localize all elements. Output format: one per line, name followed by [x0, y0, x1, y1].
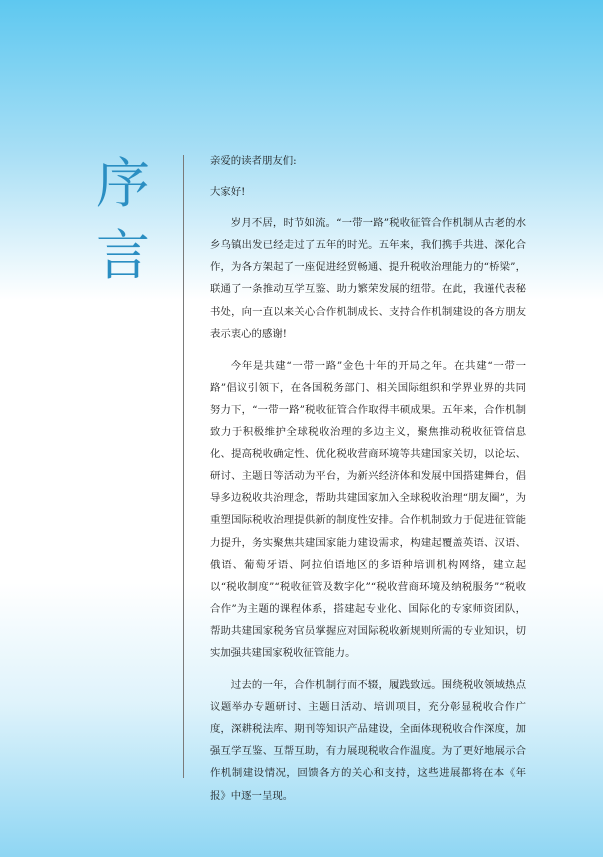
title-char-xu: 序 [96, 152, 150, 215]
letter-body [210, 150, 526, 817]
salutation: 亲爱的读者朋友们: [210, 155, 297, 167]
paragraph-1: 岁月不居，时节如流。“一带一路”税收征管合作机制从古老的水乡乌镇出发已经走过了五年的时光。五年来，我们携手共进、深化合作，为各方架起了一座促进经贸畅通、提升税收治理能力的“桥梁”，联通了一条推动互学互鉴、助力繁荣发展的纽带。在此，我谨代表秘书处，向一直以来关心合作机制成长、支持合作机制建设的各方朋友表示衷心的感谢! [210, 217, 526, 340]
greeting: 大家好! [210, 186, 246, 199]
page-title [88, 148, 158, 292]
title-char-yan: 言 [96, 224, 150, 287]
vertical-divider [183, 155, 184, 778]
paragraph-2: 今年是共建“一带一路”金色十年的开局之年。在共建“一带一路”倡议引领下，在各国税务部门、相关国际组织和学界业界的共同努力下，“一带一路”税收征管合作取得丰硕成果。五年来，合作机制致力于积极维护全球税收治理的多边主义，聚焦推动税收征管信息化、提高税收确定性、优化税收营商环境等共建国家关切，以论坛、研讨、主题日等活动为平台，为新兴经济体和发展中国搭建舞台，倡导多边税收共治理念，帮助共建国家加入全球税收治理“朋友圈”，为重塑国际税收治理提供新的制度性安排。合作机制致力于促进征管能力提升，务实聚焦共建国家能力建设需求，构建起覆盖英语、汉语、俄语、葡萄牙语、阿拉伯语地区的多语种培训机构网络，建立起以“税收制度”“税收征管及数字化”“税收营商环境及纳税服务”“税收合作”为主题的课程体系，搭建起专业化、国际化的专家师资团队，帮助共建国家税务官员掌握应对国际税收新规则所需的专业知识，切实加强共建国家税收征管能力。 [210, 359, 526, 659]
paragraph-3: 过去的一年，合作机制行而不辍，履践致远。围绕税收领域热点议题举办专题研讨、主题日活动、培训项目，充分彰显税收合作广度，深耕税法库、期刊等知识产品建设，全面体现税收合作深度，加强互学互鉴、互帮互助，有力展现税收合作温度。为了更好地展示合作机制建设情况，回馈各方的关心和支持，这些进展都将在本《年报》中逐一呈现。 [210, 679, 526, 802]
